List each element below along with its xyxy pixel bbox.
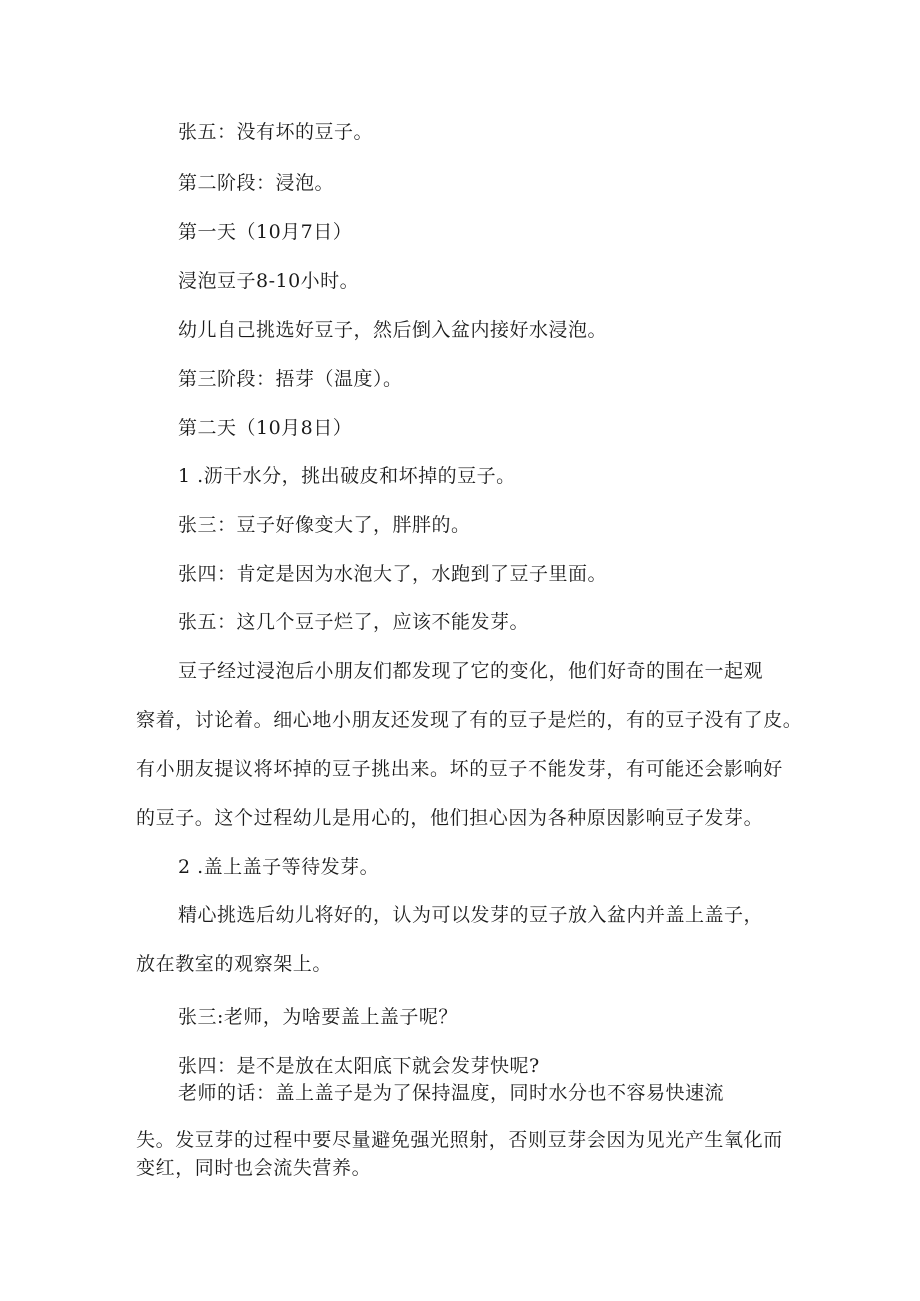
- dialogue-line: 老师的话：盖上盖子是为了保持温度，同时水分也不容易快速流: [178, 1082, 725, 1104]
- day-heading: 第一天（10月7日）: [178, 221, 353, 243]
- dialogue-line: 张五：这几个豆子烂了，应该不能发芽。: [178, 611, 530, 633]
- paragraph-line: 精心挑选后幼儿将好的，认为可以发芽的豆子放入盆内并盖上盖子，: [178, 904, 764, 926]
- stage-heading: 第二阶段：浸泡。: [178, 172, 335, 194]
- paragraph-line: 的豆子。这个过程幼儿是用心的，他们担心因为各种原因影响豆子发芽。: [136, 807, 764, 829]
- paragraph-line: 豆子经过浸泡后小朋友们都发现了它的变化，他们好奇的围在一起观: [178, 660, 764, 682]
- list-item: 1 .沥干水分，挑出破皮和坏掉的豆子。: [178, 465, 516, 487]
- dialogue-line: 张四：是不是放在太阳底下就会发芽快呢?: [178, 1055, 540, 1077]
- dialogue-line: 张五：没有坏的豆子。: [178, 121, 374, 143]
- paragraph-line: 变红，同时也会流失营养。: [136, 1157, 372, 1179]
- paragraph-line: 有小朋友提议将坏掉的豆子挑出来。坏的豆子不能发芽，有可能还会影响好: [136, 758, 783, 780]
- paragraph-line: 浸泡豆子8-10小时。: [178, 270, 360, 292]
- dialogue-line: 张三:老师，为啥要盖上盖子呢？: [178, 1006, 458, 1028]
- day-heading: 第二天（10月8日）: [178, 417, 353, 439]
- list-item: 2 .盖上盖子等待发芽。: [178, 856, 380, 878]
- paragraph-line: 察着，讨论着。细心地小朋友还发现了有的豆子是烂的，有的豆子没有了皮。: [136, 709, 803, 731]
- dialogue-line: 张四：肯定是因为水泡大了，水跑到了豆子里面。: [178, 563, 608, 585]
- dialogue-line: 张三：豆子好像变大了，胖胖的。: [178, 514, 471, 536]
- stage-heading: 第三阶段：捂芽（温度）。: [178, 368, 403, 390]
- paragraph-line: 失。发豆芽的过程中要尽量避免强光照射，否则豆芽会因为见光产生氧化而: [136, 1129, 783, 1151]
- paragraph-line: 幼儿自己挑选好豆子，然后倒入盆内接好水浸泡。: [178, 319, 608, 341]
- paragraph-line: 放在教室的观察架上。: [136, 953, 333, 975]
